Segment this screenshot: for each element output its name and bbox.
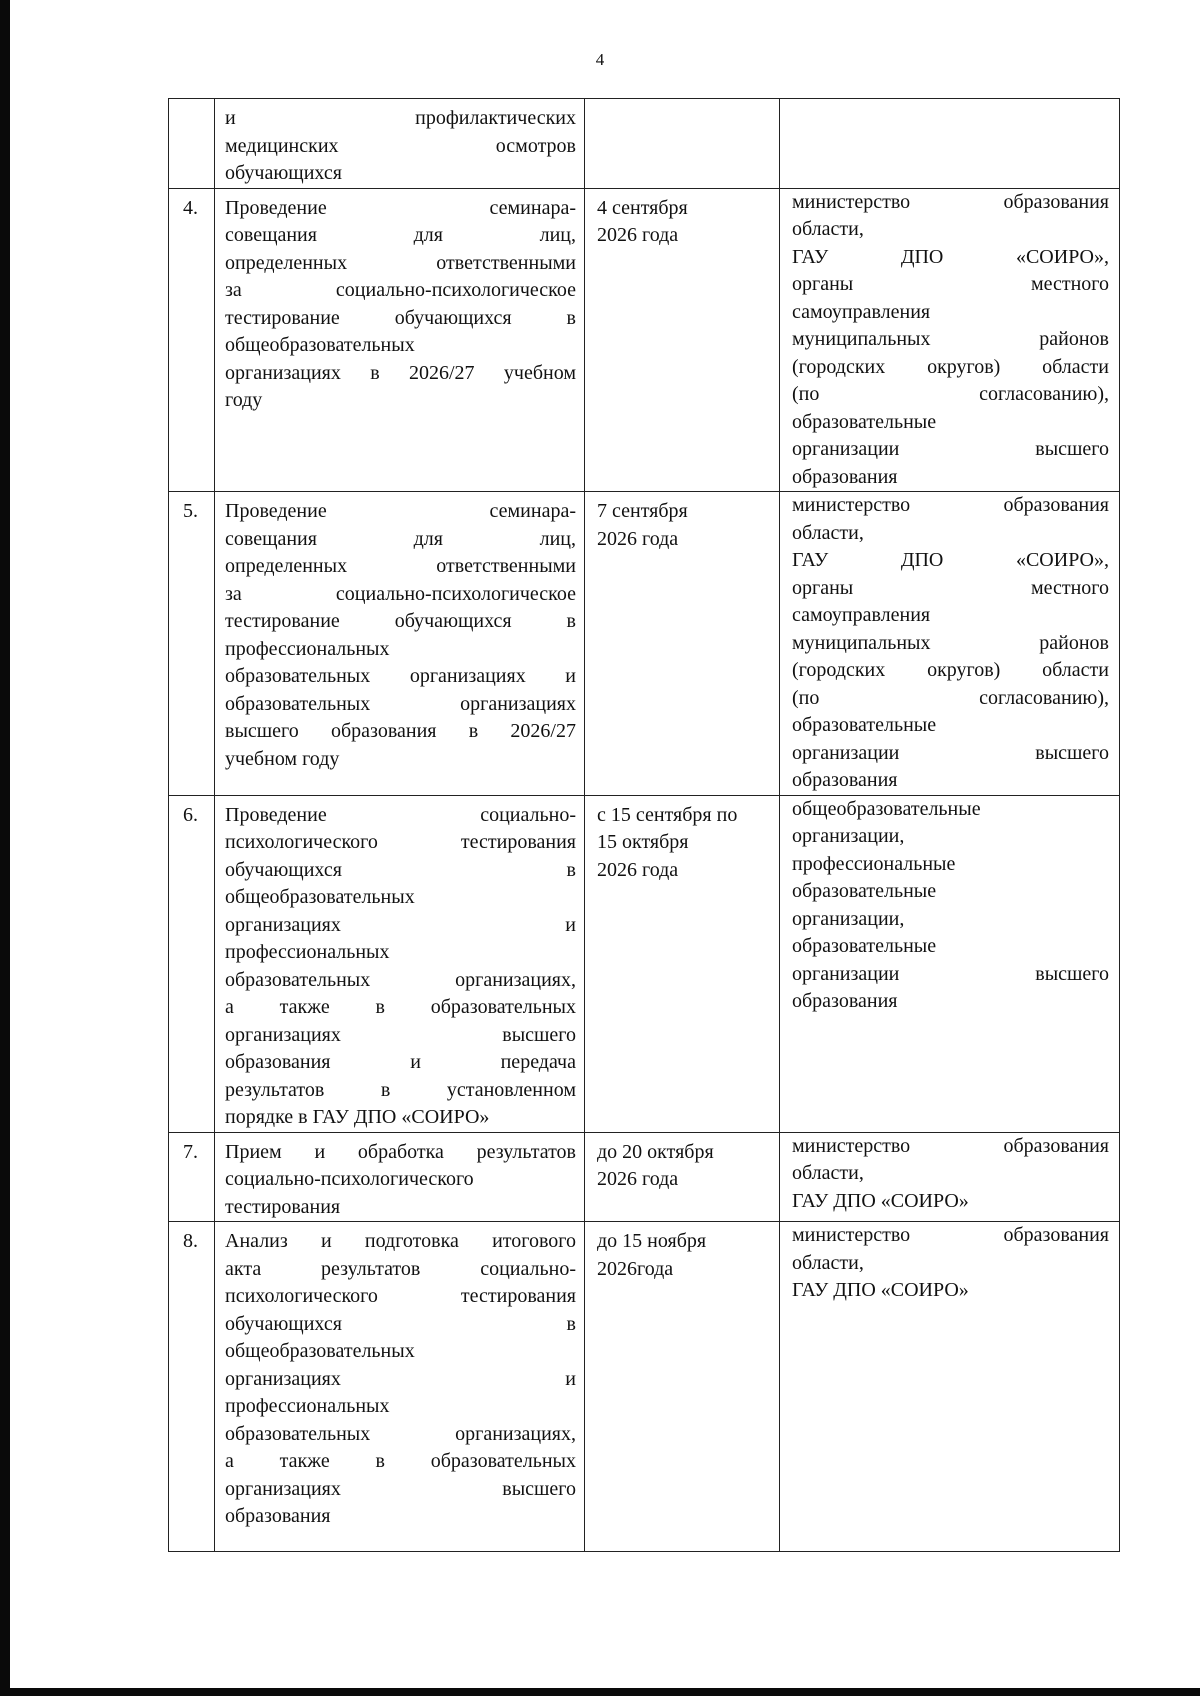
event-description-line: Проведение семинара-: [225, 196, 576, 219]
event-date: [585, 99, 780, 189]
event-description-line: обучающихся в: [225, 1312, 576, 1335]
responsible-parties-line: общеобразовательные: [792, 797, 981, 820]
event-description-line: тестирование обучающихся в: [225, 306, 576, 329]
event-description-line: определенных ответственными: [225, 251, 576, 274]
event-description-line: а также в образовательных: [225, 996, 576, 1018]
event-date: [585, 188, 780, 492]
responsible-parties-line: профессиональные: [792, 852, 956, 875]
scan-border-bottom: [0, 1688, 1200, 1696]
event-description-line: общеобразовательных: [225, 1340, 415, 1362]
responsible-parties-line: образования: [792, 465, 898, 488]
event-description-line: медицинских осмотров: [225, 134, 576, 157]
event-date-line: 4 сентября: [597, 196, 688, 219]
event-description: [215, 188, 585, 492]
responsible-parties-line: организации высшего: [792, 962, 1109, 985]
responsible-parties-line: области,: [792, 521, 864, 544]
event-description-line: профессиональных: [225, 941, 390, 963]
event-description-line: социально-психологического: [225, 1168, 474, 1190]
event-description-line: тестирование обучающихся в: [225, 610, 576, 632]
table-row: [169, 1222, 1120, 1552]
responsible-parties-line: организации высшего: [792, 741, 1109, 764]
responsible-parties-line: органы местного: [792, 576, 1109, 599]
event-date: [585, 1222, 780, 1552]
responsible-parties-line: самоуправления: [792, 604, 931, 626]
responsible-parties-line: образования: [792, 769, 898, 791]
event-description-line: тестирования: [225, 1195, 341, 1218]
responsible-parties-line: муниципальных районов: [792, 328, 1109, 350]
responsible-parties: [780, 1222, 1120, 1552]
responsible-parties-line: ГАУ ДПО «СОИРО»,: [792, 245, 1109, 268]
responsible-parties-line: области,: [792, 1162, 864, 1184]
event-date-line: 7 сентября: [597, 500, 688, 522]
responsible-parties-line: образовательные: [792, 880, 937, 902]
table-row: [169, 1132, 1120, 1222]
event-description-line: Анализ и подготовка итогового: [225, 1230, 576, 1252]
responsible-parties-line: области,: [792, 218, 864, 240]
event-description: [215, 492, 585, 796]
scan-border-left: [0, 0, 10, 1696]
table-row: [169, 492, 1120, 796]
event-description-line: году: [225, 389, 263, 411]
event-description-line: профессиональных: [225, 1395, 390, 1417]
page-number: 4: [595, 50, 605, 69]
responsible-parties-line: образовательные: [792, 935, 937, 957]
event-description-line: совещания для лиц,: [225, 527, 576, 550]
event-description-line: организациях и: [225, 913, 576, 936]
event-date-line: 2026 года: [597, 1168, 679, 1190]
row-number: [169, 99, 215, 189]
event-description-line: профессиональных: [225, 637, 390, 660]
responsible-parties: [780, 492, 1120, 796]
event-date-line: до 15 ноября: [597, 1230, 707, 1252]
table-row: [169, 795, 1120, 1132]
event-date-line: 2026года: [597, 1257, 674, 1280]
table-row: [169, 99, 1120, 189]
event-description: [215, 795, 585, 1132]
event-date-line: до 20 октября: [597, 1140, 714, 1163]
event-description-line: общеобразовательных: [225, 886, 415, 908]
event-description-line: обучающихся в: [225, 858, 576, 881]
row-number: 8.: [169, 1222, 215, 1552]
responsible-parties-line: министерство образования: [792, 1224, 1109, 1246]
event-description-line: образовательных организациях: [225, 692, 576, 715]
event-description-line: совещания для лиц,: [225, 224, 576, 246]
event-date-line: 15 октября: [597, 831, 689, 853]
responsible-parties-line: (по согласованию),: [792, 686, 1109, 709]
event-date: [585, 1132, 780, 1222]
event-description: [215, 1132, 585, 1222]
responsible-parties: [780, 99, 1120, 189]
event-description-line: результатов в установленном: [225, 1078, 576, 1101]
event-date: [585, 492, 780, 796]
responsible-parties-line: министерство образования: [792, 190, 1109, 213]
event-description-line: обучающихся: [225, 162, 342, 184]
event-description-line: а также в образовательных: [225, 1450, 576, 1472]
event-description-line: организациях высшего: [225, 1477, 576, 1500]
event-description-line: за социально-психологическое: [225, 279, 576, 301]
event-description-line: Проведение семинара-: [225, 500, 576, 522]
event-description-line: организациях и: [225, 1367, 576, 1390]
responsible-parties-line: образования: [792, 990, 898, 1012]
responsible-parties: [780, 188, 1120, 492]
event-description-line: образования: [225, 1505, 331, 1527]
event-plan-table-body: [169, 99, 1120, 1552]
responsible-parties-line: образовательные: [792, 410, 937, 433]
event-description-line: порядке в ГАУ ДПО «СОИРО»: [225, 1106, 490, 1128]
event-date-line: 2026 года: [597, 527, 679, 550]
event-description-line: организациях высшего: [225, 1023, 576, 1046]
event-description-line: высшего образования в 2026/27: [225, 720, 576, 742]
responsible-parties-line: министерство образования: [792, 1134, 1109, 1157]
responsible-parties-line: органы местного: [792, 273, 1109, 295]
event-description-line: образования и передача: [225, 1051, 576, 1073]
row-number: 5.: [169, 492, 215, 796]
responsible-parties-line: области,: [792, 1251, 864, 1274]
event-description-line: Прием и обработка результатов: [225, 1140, 576, 1163]
event-plan-table: [168, 98, 1120, 1552]
row-number: 4.: [169, 188, 215, 492]
event-description-line: психологического тестирования: [225, 831, 576, 853]
row-number: 7.: [169, 1132, 215, 1222]
event-description-line: организациях в 2026/27 учебном: [225, 361, 576, 384]
responsible-parties-line: ГАУ ДПО «СОИРО»: [792, 1189, 969, 1212]
responsible-parties-line: самоуправления: [792, 300, 931, 323]
responsible-parties-line: ГАУ ДПО «СОИРО»,: [792, 549, 1109, 571]
responsible-parties-line: организации,: [792, 825, 905, 847]
event-date-line: 2026 года: [597, 858, 679, 881]
responsible-parties-line: (городских округов) области: [792, 659, 1109, 681]
responsible-parties-line: министерство образования: [792, 494, 1109, 516]
event-description-line: образовательных организациях и: [225, 665, 576, 687]
responsible-parties-line: организации,: [792, 907, 905, 930]
event-date-line: 2026 года: [597, 224, 679, 246]
event-description-line: акта результатов социально-: [225, 1257, 576, 1280]
event-description-line: образовательных организациях,: [225, 968, 576, 991]
responsible-parties: [780, 1132, 1120, 1222]
event-description-line: образовательных организациях,: [225, 1422, 576, 1445]
event-description: [215, 99, 585, 189]
event-description-line: психологического тестирования: [225, 1285, 576, 1307]
event-description-line: определенных ответственными: [225, 555, 576, 577]
event-description: [215, 1222, 585, 1552]
event-description-line: Проведение социально-: [225, 803, 576, 826]
event-description-line: учебном году: [225, 747, 340, 770]
responsible-parties-line: муниципальных районов: [792, 631, 1109, 654]
event-description-line: за социально-психологическое: [225, 582, 576, 605]
event-description-line: общеобразовательных: [225, 334, 415, 356]
responsible-parties-line: ГАУ ДПО «СОИРО»: [792, 1279, 969, 1301]
responsible-parties: [780, 795, 1120, 1132]
event-description-line: и профилактических: [225, 107, 576, 129]
event-date: [585, 795, 780, 1132]
responsible-parties-line: образовательные: [792, 714, 937, 736]
row-number: 6.: [169, 795, 215, 1132]
responsible-parties-line: организации высшего: [792, 438, 1109, 460]
table-row: [169, 188, 1120, 492]
responsible-parties-line: (городских округов) области: [792, 355, 1109, 378]
responsible-parties-line: (по согласованию),: [792, 383, 1109, 405]
event-date-line: с 15 сентября по: [597, 803, 738, 826]
